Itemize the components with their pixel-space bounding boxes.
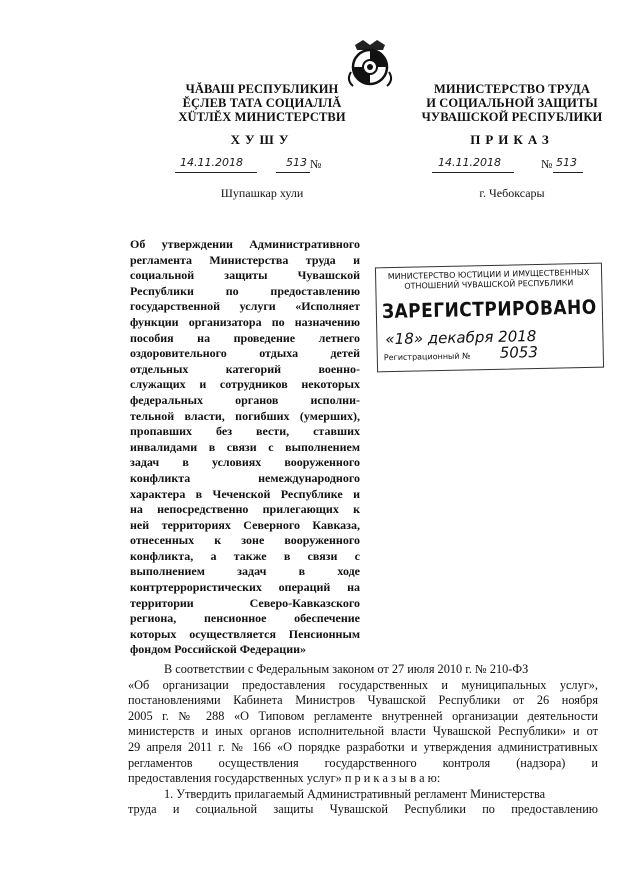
header-right-line-1: МИНИСТЕРСТВО ТРУДА [433,82,590,96]
body-line: 29 апреля 2011 г. № 166 «О порядке разработки и утверждения административных [128,739,598,754]
subject-line: контртеррористических операций на [130,580,360,595]
stamp-date-handwritten: «18» декабря 2018 [385,327,537,349]
right-date-underline [432,172,514,173]
header-left-line-1: ЧĂВАШ РЕСПУБЛИКИН [185,82,339,96]
order-body [128,662,598,818]
subject-line: ней территориях Северного Кавказа, [130,517,360,532]
body-line: министерств и иных органов исполнительной власти Чувашской Республики» и от [128,724,598,739]
left-number-sign: № [310,157,322,171]
left-date-handwritten: 14.11.2018 [180,156,243,169]
subject-line: оздоровительного отдыха детей [130,346,360,361]
subject-line: регламента Министерства труда и [130,252,360,267]
stamp-reg-label: Регистрационный № [383,351,471,363]
stamp-line-1: МИНИСТЕРСТВО ЮСТИЦИИ И ИМУЩЕСТВЕННЫХ [387,267,590,282]
city-russian: г. Чебоксары [479,186,545,200]
left-date-underline [175,172,257,173]
subject-line: государственной услуги «Исполняет [130,299,360,314]
subject-line: отнесенных к зоне вооруженного [130,533,360,548]
subject-line: социальной защиты Чувашской [130,268,360,283]
subject-line: характера в Чеченской Республике и [130,486,360,501]
subject-line: региона, пенсионное обеспечение [130,611,360,626]
stamp-ministry-name [376,268,601,293]
subject-line: конфликта немеждународного [130,470,360,485]
subject-line: федеральных органов исполни- [130,392,360,407]
body-line: труда и социальной защиты Чувашской Республики по предоставлению [128,802,598,817]
subject-line: отдельных категорий военно- [130,361,360,376]
header-left-line-3: ХÜТЛĔХ МИНИСТЕРСТВИ [178,110,346,124]
city-chuvash: Шупашкар хули [220,186,304,200]
subject-line: которых осуществляется Пенсионным [130,626,360,641]
order-title-chuvash: ХУШУ [230,132,294,147]
body-line: регламентов осуществления государственного контроля (надзора) и [128,755,598,770]
header-right-line-3: ЧУВАШСКОЙ РЕСПУБЛИКИ [421,110,603,124]
stamp-line-2: ОТНОШЕНИЙ ЧУВАШСКОЙ РЕСПУБЛИКИ [404,278,574,291]
subject-line: функции организатора по назначению [130,314,360,329]
header-right-line-2: И СОЦИАЛЬНОЙ ЗАЩИТЫ [426,96,598,110]
body-line: «Об организации предоставления государственных и муниципальных услуг», [128,677,598,692]
body-line: 1. Утвердить прилагаемый Административный регламент Министерства [164,786,546,801]
left-number-handwritten: 513 [286,156,307,169]
body-line: 2005 г. № 288 «О Типовом регламенте внутренней организации деятельности [128,708,598,723]
right-number-handwritten: 513 [556,156,577,169]
registration-stamp [375,263,604,373]
stamp-reg-number-handwritten: 5053 [499,342,539,362]
subject-line: Республики по предоставлению [130,283,360,298]
header-left-line-2: ĔÇЛЕВ ТАТА СОЦИАЛЛĂ [182,96,342,110]
right-number-underline [553,172,583,173]
subject-line: выполнением задач в ходе [130,564,360,579]
subject-line: территории Северо-Кавказского [130,595,360,610]
subject-line: пособия на проведение летнего [130,330,360,345]
subject-line: конфликта, а также в связи с [130,548,360,563]
subject-line: инвалидами в связи с выполнением [130,439,360,454]
right-date-handwritten: 14.11.2018 [438,156,501,169]
order-title-russian: ПРИКАЗ [470,132,554,147]
body-line: предоставления государственных услуг» п р и к а з ы в а ю: [128,771,441,786]
subject-line: тельной власти, погибших (умерших), [130,408,360,423]
right-number-sign: № [541,157,553,171]
left-number-underline [276,172,310,173]
stamp-registered: ЗАРЕГИСТРИРОВАНО [381,296,597,324]
subject-line: Об утверждении Административного [130,237,360,251]
subject-line: служащих и сотрудников некоторых [130,377,360,392]
subject-line: на непосредственно прилегающих к [130,502,360,517]
header-right-russian [402,82,622,124]
body-line: В соответствии с Федеральным законом от 27 июля 2010 г. № 210-ФЗ [164,662,529,676]
body-line: постановлениями Кабинета Министров Чувашской Республики от 26 ноября [128,693,598,708]
subject-line: задач в условиях вооруженного [130,455,360,470]
header-left-chuvash [152,82,372,124]
subject-line: фондом Российской Федерации» [130,642,307,657]
subject-line: пропавших без вести, ставших [130,424,360,439]
order-subject [130,237,360,658]
